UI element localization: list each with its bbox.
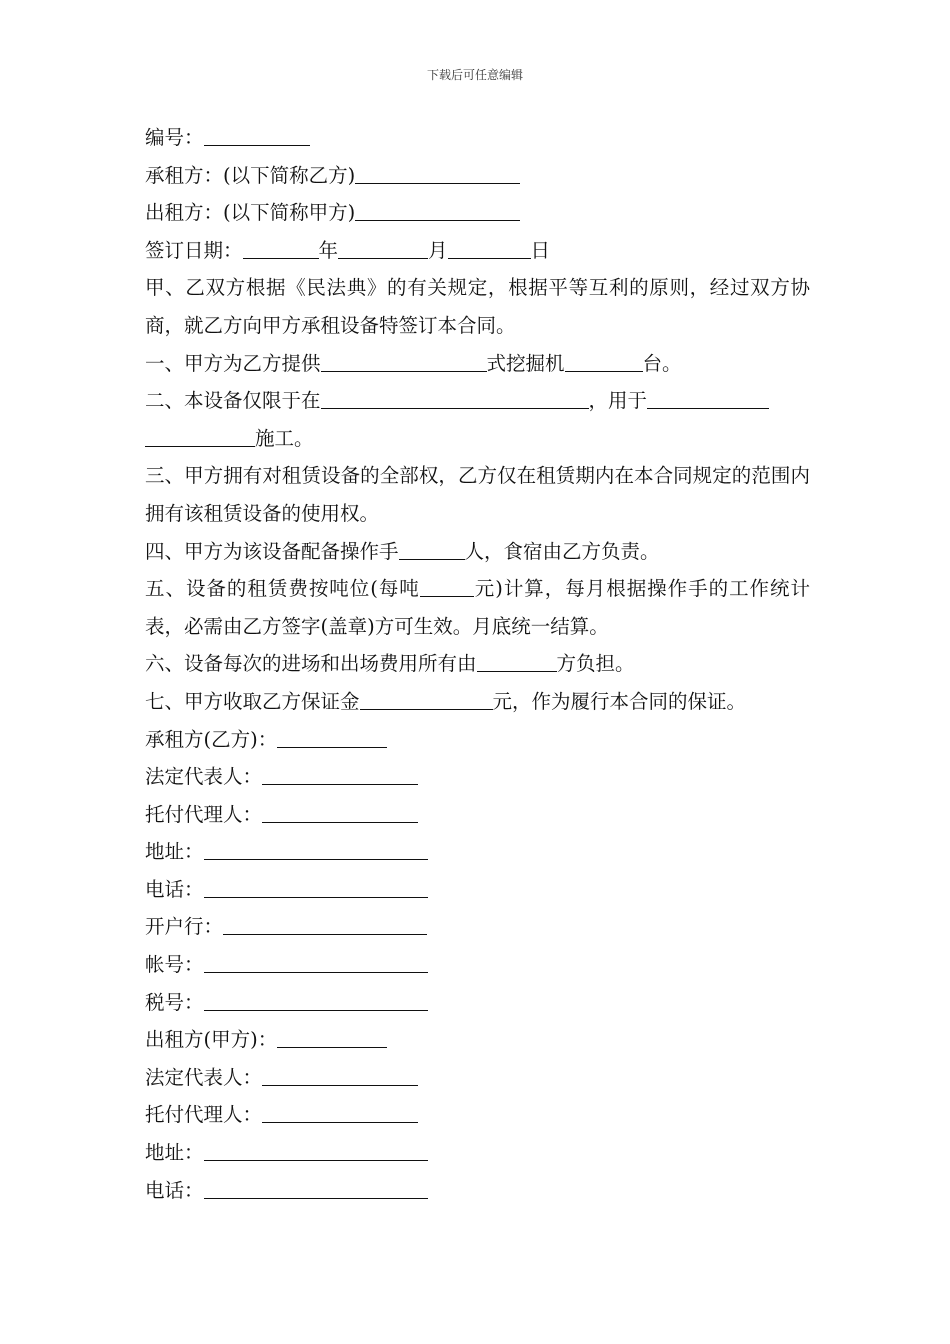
lessee-agent-field[interactable] — [262, 801, 418, 823]
lessee-phone-line — [145, 871, 810, 909]
lessor-phone-label: 电话： — [145, 1178, 204, 1202]
clause-7-text-a: 七、甲方收取乙方保证金 — [145, 689, 360, 713]
clause-2 — [145, 382, 810, 420]
lessee-rep-line — [145, 758, 810, 796]
clause-5 — [145, 570, 810, 645]
clause-1 — [145, 345, 810, 383]
clause-2-text-c: 施工。 — [255, 426, 314, 450]
lessee-phone-field[interactable] — [204, 876, 428, 898]
operator-count-field[interactable] — [399, 538, 465, 560]
lessor-intro-line — [145, 194, 810, 232]
clause-5-text-b: 元)计算，每月根据操作手的工作统计表，必需由乙方签字(盖章)方可生效。月底统一结算。 — [145, 577, 811, 638]
deposit-field[interactable] — [360, 688, 493, 710]
year-unit: 年 — [318, 238, 339, 262]
lessor-rep-label: 法定代表人： — [145, 1065, 263, 1089]
lessor-address-field[interactable] — [204, 1139, 428, 1161]
month-field[interactable] — [338, 237, 428, 259]
lessee-agent-line — [145, 796, 810, 834]
excavator-count-field[interactable] — [565, 350, 643, 372]
page-header-note: 下载后可任意编辑 — [426, 68, 523, 82]
lessee-address-line — [145, 833, 810, 871]
preamble: 甲、乙双方根据《民法典》的有关规定，根据平等互利的原则，经过双方协商，就乙方向甲方承租设备特签订本合同。 — [145, 276, 810, 337]
lessee-sign-title — [145, 721, 810, 759]
usage-field-part1[interactable] — [647, 387, 769, 409]
lessor-intro: 出租方：(以下简称甲方) — [145, 201, 356, 225]
lessee-address-label: 地址： — [145, 840, 204, 864]
lessee-tax-label: 税号： — [145, 990, 204, 1014]
clause-7 — [145, 683, 810, 721]
number-field[interactable] — [204, 124, 310, 146]
clause-3: 三、甲方拥有对租赁设备的全部权，乙方仅在租赁期内在本合同规定的范围内拥有该租赁设备的使用权。 — [145, 464, 810, 525]
contract-number-line — [145, 119, 810, 157]
year-field[interactable] — [243, 237, 319, 259]
clause-6-text-b: 方负担。 — [556, 652, 635, 676]
lessor-phone-line — [145, 1172, 810, 1210]
sign-date-label: 签订日期： — [145, 238, 243, 262]
lessor-address-line — [145, 1134, 810, 1172]
number-label: 编号： — [145, 126, 204, 149]
clause-2-cont — [145, 420, 810, 458]
lessee-tax-line — [145, 984, 810, 1022]
usage-field-part2[interactable] — [145, 425, 255, 447]
contract-body — [145, 119, 810, 1209]
lessee-tax-field[interactable] — [204, 989, 428, 1011]
excavator-type-field[interactable] — [321, 350, 487, 372]
lessor-agent-field[interactable] — [262, 1101, 418, 1123]
clause-2-text-a: 二、本设备仅限于在 — [145, 389, 321, 413]
lessee-bank-label: 开户行： — [145, 915, 224, 939]
lessor-phone-field[interactable] — [204, 1177, 428, 1199]
lessor-title-label: 出租方(甲方)： — [145, 1028, 278, 1052]
day-unit: 日 — [530, 238, 551, 262]
sign-date-line — [145, 232, 810, 270]
clause-1-text-c: 台。 — [642, 351, 682, 375]
clause-1-text-a: 一、甲方为乙方提供 — [145, 351, 321, 375]
month-unit: 月 — [428, 238, 448, 262]
lessor-agent-label: 托付代理人： — [145, 1103, 263, 1127]
clause-4-text-b: 人，食宿由乙方负责。 — [464, 539, 660, 563]
rate-per-ton-field[interactable] — [420, 575, 474, 597]
clause-4 — [145, 533, 810, 571]
fee-party-field[interactable] — [477, 650, 557, 672]
lessee-name-field[interactable] — [355, 162, 520, 184]
lessee-bank-field[interactable] — [223, 913, 427, 935]
lessee-intro: 承租方：(以下简称乙方) — [145, 163, 356, 187]
clause-2-text-b: ，用于 — [588, 389, 648, 413]
lessee-title-label: 承租方(乙方)： — [145, 727, 278, 751]
clause-5-text-a: 五、设备的租赁费按吨位(每吨 — [145, 577, 420, 601]
lessee-rep-field[interactable] — [262, 763, 418, 785]
lessor-address-label: 地址： — [145, 1141, 204, 1165]
lessor-rep-line — [145, 1059, 810, 1097]
lessee-agent-label: 托付代理人： — [145, 802, 263, 826]
clause-1-text-b: 式挖掘机 — [486, 351, 565, 375]
day-field[interactable] — [448, 237, 531, 259]
lessee-bank-line — [145, 908, 810, 946]
lessor-name-field[interactable] — [355, 199, 520, 221]
lessee-sign-field[interactable] — [277, 726, 387, 748]
clause-6-text-a: 六、设备每次的进场和出场费用所有由 — [145, 652, 477, 676]
lessee-intro-line — [145, 157, 810, 195]
lessor-sign-title — [145, 1021, 810, 1059]
lessee-address-field[interactable] — [204, 838, 428, 860]
clause-4-text-a: 四、甲方为该设备配备操作手 — [145, 539, 399, 563]
lessee-phone-label: 电话： — [145, 877, 204, 901]
lessor-sign-field[interactable] — [277, 1026, 387, 1048]
clause-6 — [145, 645, 810, 683]
lessee-account-label: 帐号： — [145, 953, 204, 977]
lessor-rep-field[interactable] — [262, 1064, 418, 1086]
lessee-rep-label: 法定代表人： — [145, 765, 263, 789]
lessee-account-line — [145, 946, 810, 984]
location-field[interactable] — [321, 387, 589, 409]
lessee-account-field[interactable] — [204, 951, 428, 973]
clause-7-text-b: 元，作为履行本合同的保证。 — [492, 689, 747, 713]
lessor-agent-line — [145, 1096, 810, 1134]
